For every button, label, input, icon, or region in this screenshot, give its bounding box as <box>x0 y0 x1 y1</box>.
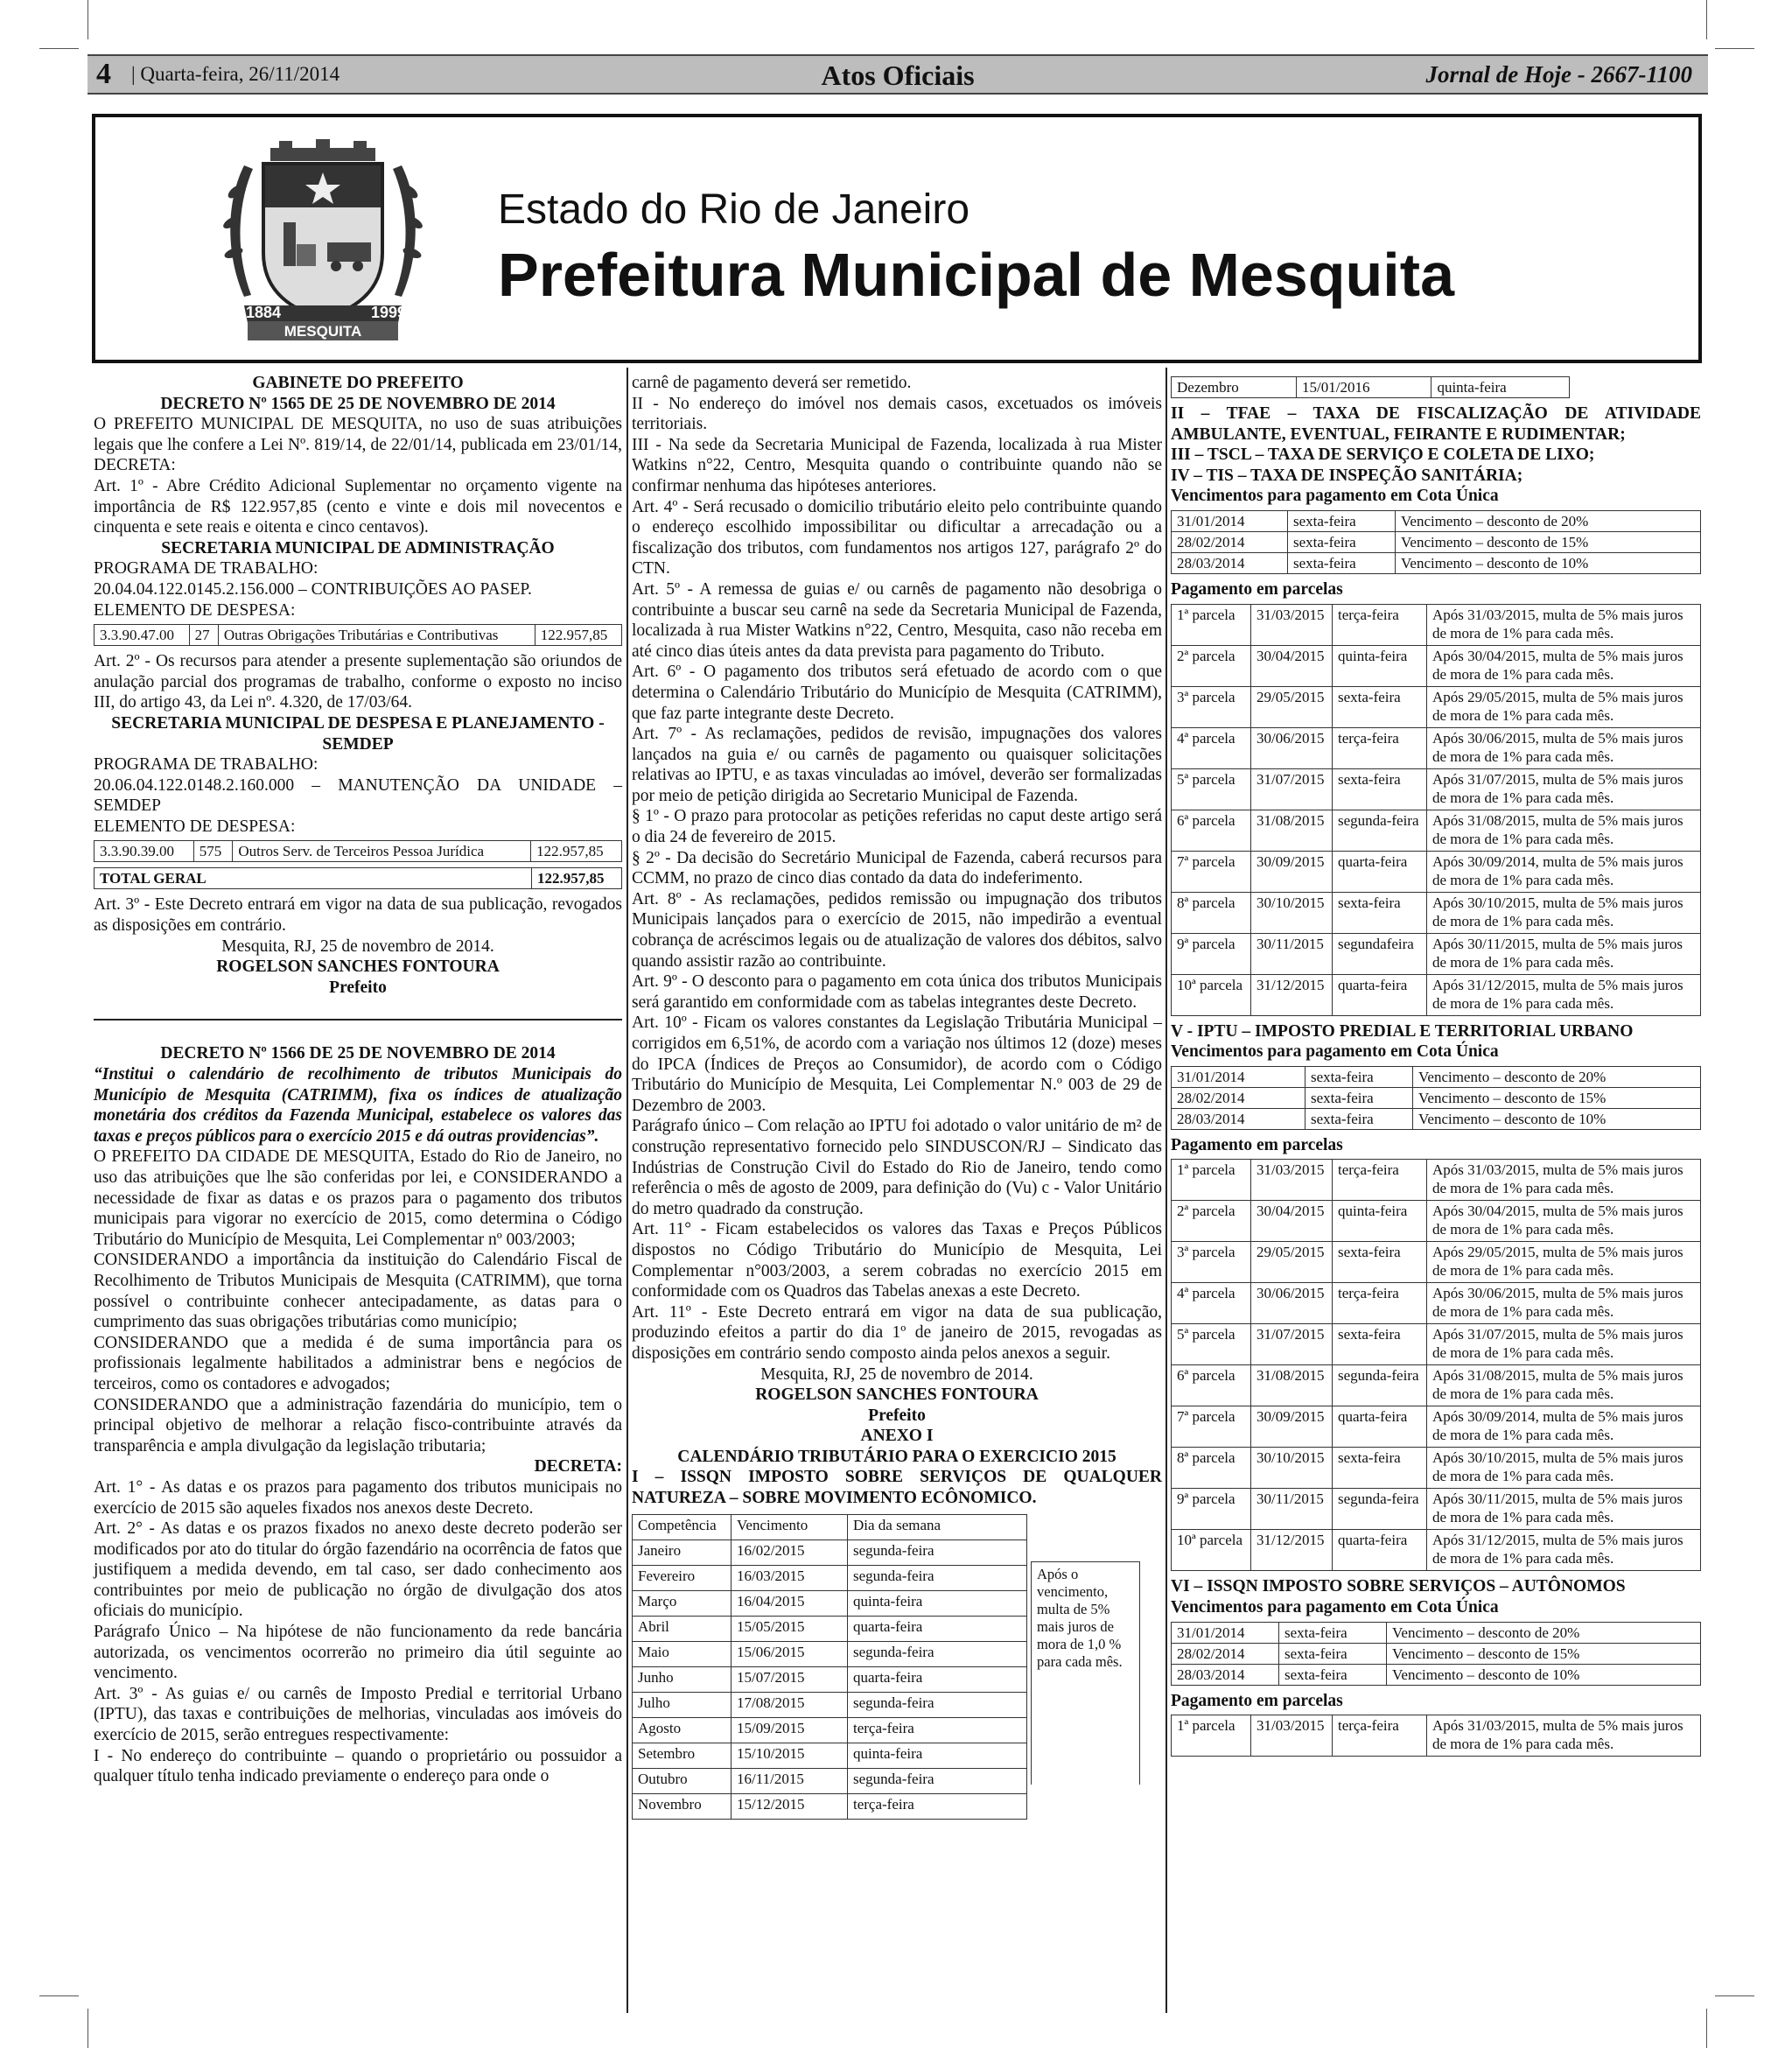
table-cell: 30/10/2015 <box>1251 1448 1333 1489</box>
column-1 <box>94 373 622 1787</box>
table-row <box>1172 1066 1701 1087</box>
table-cell: 1ª parcela <box>1172 1715 1251 1757</box>
table-row <box>1172 851 1701 892</box>
table-row <box>1172 727 1701 768</box>
table-cell: sexta-feira <box>1288 531 1396 552</box>
table-row <box>633 1641 1027 1666</box>
table-cell: Fevereiro <box>633 1565 732 1590</box>
table-cell: 9ª parcela <box>1172 1489 1251 1530</box>
table-cell: quarta-feira <box>1333 1530 1427 1571</box>
table-cell: 30/11/2015 <box>1251 933 1333 974</box>
section-heading: SECRETARIA MUNICIPAL DE DESPESA E PLANEJAMENTO - SEMDEP <box>111 713 605 754</box>
table-row <box>1172 1622 1701 1643</box>
decree-summary: “Institui o calendário de recolhimento de tributos Municipais do Município de Mesquita (CATRIMM), fixa os índices de atualização monetária dos créditos da Fazenda Municipal, estabelece os valores das taxas e preços públicos para o exercício 2015 e dá outras providencias”. <box>94 1065 622 1146</box>
paragraph: CONSIDERANDO que a administração fazendária do município, tem o principal objetivo de melhorar a relação fisco-contribuinte através da transparência e ampla divulgação da legislação tributaria; <box>94 1395 622 1455</box>
table-cell: 575 <box>193 841 233 862</box>
table-cell: segunda-feira <box>1333 1365 1427 1406</box>
table-cell: 16/02/2015 <box>732 1540 848 1565</box>
table-cell: sexta-feira <box>1279 1643 1387 1664</box>
table-cell: 30/04/2015 <box>1251 645 1333 686</box>
table-cell: terça-feira <box>1333 1715 1427 1757</box>
table-cell: Vencimento – desconto de 10% <box>1387 1664 1701 1685</box>
signature-place-date: Mesquita, RJ, 25 de novembro de 2014. <box>221 936 494 956</box>
table-cell: terça-feira <box>1333 1283 1427 1324</box>
table-cell: 122.957,85 <box>535 625 621 646</box>
table-cell: Após 30/10/2015, multa de 5% mais juros de mora de 1% para cada mês. <box>1427 1448 1701 1489</box>
table-row <box>633 1692 1027 1717</box>
table-cell: quinta-feira <box>1432 377 1570 398</box>
table-cell: Após 31/12/2015, multa de 5% mais juros de mora de 1% para cada mês. <box>1427 1530 1701 1571</box>
table-row <box>1172 1283 1701 1324</box>
signature-place-date: Mesquita, RJ, 25 de novembro de 2014. <box>760 1364 1033 1384</box>
crop-mark <box>39 48 79 49</box>
table-cell: Vencimento – desconto de 15% <box>1413 1087 1701 1108</box>
table-cell: 6ª parcela <box>1172 1365 1251 1406</box>
table-cell: Vencimento – desconto de 10% <box>1396 552 1701 573</box>
table-cell: Após 30/06/2015, multa de 5% mais juros de mora de 1% para cada mês. <box>1427 727 1701 768</box>
paragraph: ELEMENTO DE DESPESA: <box>94 817 296 836</box>
table-cell: 3.3.90.39.00 <box>94 841 194 862</box>
table-cell: sexta-feira <box>1306 1087 1413 1108</box>
table-cell: quarta-feira <box>1333 851 1427 892</box>
parcelas-table <box>1171 604 1701 1016</box>
section-title: Atos Oficiais <box>821 60 975 91</box>
table-row <box>1172 1489 1701 1530</box>
table-cell: segunda-feira <box>1333 1489 1427 1530</box>
table-cell: 31/07/2015 <box>1251 1324 1333 1365</box>
table-cell: 16/11/2015 <box>732 1768 848 1793</box>
table-row <box>1172 933 1701 974</box>
table-cell: 15/07/2015 <box>732 1666 848 1692</box>
paragraph: Parágrafo Único – Na hipótese de não funcionamento da rede bancária autorizada, os vencimentos ocorrerão no primeiro dia útil seguinte ao vencimento. <box>94 1623 622 1683</box>
table-cell: 31/12/2015 <box>1251 1530 1333 1571</box>
paragraph: Art. 7º - As reclamações, pedidos de revisão, impugnações dos valores lançados na guia e/ ou carnês de pagamento ou quaisquer solicitações relativas ao IPTU, e as taxas vinculadas ao imóvel, deverão ser formalizadas por meio de petição dirigida ao Secretario Municipal de Fazenda. <box>632 725 1162 805</box>
table-cell: 15/06/2015 <box>732 1641 848 1666</box>
paragraph: § 1º - O prazo para protocolar as petições referidas no caput deste artigo será o dia 24 de fevereiro de 2015. <box>632 807 1162 847</box>
crop-mark <box>1715 48 1754 49</box>
signature-name: ROGELSON SANCHES FONTOURA <box>755 1385 1039 1405</box>
section-heading: V - IPTU – IMPOSTO PREDIAL E TERRITORIAL URBANO <box>1171 1021 1634 1041</box>
table-cell: 17/08/2015 <box>732 1692 848 1717</box>
table-row <box>1172 1448 1701 1489</box>
paragraph: Art. 8º - As reclamações, pedidos remissão ou impugnação dos tributos Municipais lançados para o exercício de 2015, não impedirão a eventual cobrança de acréscimos legais ou de atualização de valores dos débitos, salvo quando assistir razão ao contribuinte. <box>632 889 1162 971</box>
table-cell: sexta-feira <box>1333 1324 1427 1365</box>
section-subheading: Pagamento em parcelas <box>1171 1691 1343 1710</box>
paragraph: Art. 11° - Ficam estabelecidos os valores das Taxas e Preços Públicos dispostos no Código Tributário do Município de Mesquita, Lei Complementar n°003/2003, a serem cobradas no exercício 2015 em conformidade com os Quadros das Tabelas anexas a este Decreto. <box>632 1220 1162 1301</box>
table-row <box>633 1590 1027 1616</box>
table-cell: segunda-feira <box>848 1768 1027 1793</box>
table-cell: 10ª parcela <box>1172 974 1251 1015</box>
crop-mark <box>1715 1995 1754 1996</box>
section-heading: VI – ISSQN IMPOSTO SOBRE SERVIÇOS – AUTÔNOMOS <box>1171 1577 1626 1596</box>
paragraph: O PREFEITO DA CIDADE DE MESQUITA, Estado do Rio de Janeiro, no uso das atribuições que lhe são conferidas por lei, e CONSIDERANDO a necessidade de fixar as datas e os prazos para o pagamento dos tributos municipais para vigorar no exercício de 2015, como determina o Código Tributário do Município de Mesquita, Lei Complementar nº 003/2003; <box>94 1147 622 1249</box>
table-cell: Após 31/03/2015, multa de 5% mais juros de mora de 1% para cada mês. <box>1427 1160 1701 1201</box>
section-heading: II – TFAE – TAXA DE FISCALIZAÇÃO DE ATIVIDADE AMBULANTE, EVENTUAL, FEIRANTE E RUDIMENTAR; <box>1171 404 1701 444</box>
table-row <box>633 1666 1027 1692</box>
table-cell: Outras Obrigações Tributárias e Contributivas <box>218 625 535 646</box>
table-cell: Após 30/04/2015, multa de 5% mais juros de mora de 1% para cada mês. <box>1427 1201 1701 1242</box>
table-row <box>633 1565 1027 1590</box>
table-row <box>1172 1087 1701 1108</box>
crop-mark <box>1706 0 1707 39</box>
table-row <box>1172 1108 1701 1129</box>
table-cell: 31/08/2015 <box>1251 1365 1333 1406</box>
table-cell: sexta-feira <box>1306 1108 1413 1129</box>
paragraph: 20.04.04.122.0145.2.156.000 – CONTRIBUIÇÕES AO PASEP. <box>94 579 532 599</box>
table-cell: 28/02/2014 <box>1172 1643 1279 1664</box>
table-row <box>633 1793 1027 1819</box>
table-header: Competência <box>633 1514 732 1540</box>
prefecture-banner <box>92 114 1702 363</box>
column-2 <box>632 373 1162 1820</box>
table-cell: Julho <box>633 1692 732 1717</box>
paragraph: Art. 11º - Este Decreto entrará em vigor na data de sua publicação, produzindo efeitos a partir do dia 1º de janeiro de 2015, revogadas as disposições em contrário sendo composto ainda pelos anexos a seguir. <box>632 1302 1162 1363</box>
table-cell: Após 30/04/2015, multa de 5% mais juros de mora de 1% para cada mês. <box>1427 645 1701 686</box>
prefecture-name: Prefeitura Municipal de Mesquita <box>498 241 1454 309</box>
table-row <box>1172 1160 1701 1201</box>
table-cell: sexta-feira <box>1333 1242 1427 1283</box>
table-cell: 30/10/2015 <box>1251 892 1333 933</box>
table-cell: 122.957,85 <box>531 841 622 862</box>
paragraph: III - Na sede da Secretaria Municipal de Fazenda, localizada à rua Mister Watkins n°22, Centro, Mesquita quando o contribuinte quando não se confirmar nenhuma das hipóteses anteriores. <box>632 435 1162 495</box>
table-cell: Setembro <box>633 1743 732 1768</box>
decree-title: DECRETO Nº 1566 DE 25 DE NOVEMBRO DE 2014 <box>160 1044 556 1063</box>
table-cell: 9ª parcela <box>1172 933 1251 974</box>
table-cell: 30/04/2015 <box>1251 1201 1333 1242</box>
table-cell: Após 31/08/2015, multa de 5% mais juros de mora de 1% para cada mês. <box>1427 1365 1701 1406</box>
table-cell: Após 30/09/2014, multa de 5% mais juros de mora de 1% para cada mês. <box>1427 851 1701 892</box>
table-cell: 10ª parcela <box>1172 1530 1251 1571</box>
paragraph: § 2º - Da decisão do Secretário Municipal de Fazenda, caberá recursos para CCMM, no prazo de cinco dias contado da data do indeferimento. <box>632 848 1162 888</box>
paragraph: I - No endereço do contribuinte – quando o proprietário ou possuidor a qualquer título tenha indicado previamente o endereço para onde o <box>94 1746 622 1786</box>
paragraph: CONSIDERANDO que a medida é de suma importância para os profissionais legalmente habilitados a administrar bens e negócios de terceiros, como os contadores e advogados; <box>94 1333 622 1393</box>
table-cell: Vencimento – desconto de 15% <box>1396 531 1701 552</box>
calendar-title: CALENDÁRIO TRIBUTÁRIO PARA O EXERCICIO 2015 <box>677 1447 1116 1466</box>
total-table <box>94 867 622 889</box>
table-cell: Vencimento – desconto de 20% <box>1396 510 1701 531</box>
table-row <box>1172 1530 1701 1571</box>
table-cell: quinta-feira <box>1333 1201 1427 1242</box>
paragraph: Art. 9º - O desconto para o pagamento em cota única dos tributos Municipais será garantido em conformidade com as tabelas integrantes deste Decreto. <box>632 972 1162 1012</box>
section-subheading: Pagamento em parcelas <box>1171 1135 1343 1154</box>
section-subheading: Vencimentos para pagamento em Cota Única <box>1171 1042 1499 1062</box>
table-cell: quarta-feira <box>848 1666 1027 1692</box>
expense-table <box>94 840 622 862</box>
table-cell: 3.3.90.47.00 <box>94 625 190 646</box>
table-cell: terça-feira <box>848 1717 1027 1743</box>
table-row <box>1172 1324 1701 1365</box>
table-row <box>1172 1406 1701 1448</box>
table-cell: 122.957,85 <box>532 868 622 889</box>
table-cell: Após 30/11/2015, multa de 5% mais juros de mora de 1% para cada mês. <box>1427 1489 1701 1530</box>
table-cell: 30/06/2015 <box>1251 1283 1333 1324</box>
table-cell: quinta-feira <box>1333 645 1427 686</box>
decree-title: DECRETO Nº 1565 DE 25 DE NOVEMBRO DE 2014 <box>160 394 556 413</box>
table-cell: segunda-feira <box>1333 810 1427 851</box>
table-cell: 29/05/2015 <box>1251 686 1333 727</box>
paragraph: Art. 3º - Este Decreto entrará em vigor na data de sua publicação, revogados as disposições em contrário. <box>94 895 622 936</box>
table-cell: 1ª parcela <box>1172 604 1251 645</box>
paragraph: Parágrafo único – Com relação ao IPTU foi adotado o valor unitário de m² de construção representativo fornecido pelo SINDUSCON/RJ – Sindicato das Indústrias de Construção Civil do Estado do Rio de Janeiro, tendo como referência o mês de agosto de 2009, para definição do (Vu) c - Valor Unitário do metro quadrado da construção. <box>632 1117 1162 1218</box>
cota-unica-table <box>1171 510 1701 574</box>
table-row <box>633 1743 1027 1768</box>
paper-name: Jornal de Hoje - 2667-1100 <box>1425 61 1692 88</box>
table-row <box>1172 1201 1701 1242</box>
table-cell: segunda-feira <box>848 1565 1027 1590</box>
calendar-block <box>632 1514 1162 1820</box>
table-cell: 31/01/2014 <box>1172 510 1288 531</box>
parcelas-table <box>1171 1715 1701 1757</box>
table-cell: 5ª parcela <box>1172 1324 1251 1365</box>
table-cell: Após 31/03/2015, multa de 5% mais juros de mora de 1% para cada mês. <box>1427 604 1701 645</box>
table-cell: segunda-feira <box>848 1641 1027 1666</box>
crop-mark <box>39 1995 79 1996</box>
column-3 <box>1171 376 1701 1762</box>
paragraph: Art. 2° - As datas e os prazos fixados no anexo deste decreto poderão ser modificados por ato do titular do órgão fazendário na ocorrência de fatos que justifiquem a medida devendo, em tal caso, ser dado conhecimento aos contribuintes por meio de publicação no órgão de divulgação dos atos oficiais do município. <box>94 1519 622 1621</box>
table-cell: sexta-feira <box>1306 1066 1413 1087</box>
table-cell: Após 31/07/2015, multa de 5% mais juros de mora de 1% para cada mês. <box>1427 1324 1701 1365</box>
table-row <box>1172 1643 1701 1664</box>
table-cell: Após 29/05/2015, multa de 5% mais juros de mora de 1% para cada mês. <box>1427 686 1701 727</box>
december-row <box>1171 376 1570 398</box>
table-cell: 15/05/2015 <box>732 1616 848 1641</box>
svg-text:MESQUITA: MESQUITA <box>284 323 362 340</box>
table-cell: 29/05/2015 <box>1251 1242 1333 1283</box>
table-row <box>1172 810 1701 851</box>
table-cell: 30/06/2015 <box>1251 727 1333 768</box>
table-cell: 28/02/2014 <box>1172 1087 1306 1108</box>
table-row <box>1172 552 1701 573</box>
table-cell: Após 30/11/2015, multa de 5% mais juros de mora de 1% para cada mês. <box>1427 933 1701 974</box>
table-cell: TOTAL GERAL <box>94 868 532 889</box>
table-row <box>633 1717 1027 1743</box>
table-cell: 30/09/2015 <box>1251 1406 1333 1448</box>
column-rule <box>1166 368 1167 2013</box>
table-cell: 5ª parcela <box>1172 768 1251 810</box>
table-row <box>1172 1715 1701 1757</box>
table-cell: Após 30/06/2015, multa de 5% mais juros de mora de 1% para cada mês. <box>1427 1283 1701 1324</box>
table-cell: Vencimento – desconto de 20% <box>1413 1066 1701 1087</box>
crop-mark <box>1706 2009 1707 2048</box>
signature-role: Prefeito <box>329 978 387 997</box>
annex-title: ANEXO I <box>860 1427 934 1446</box>
table-cell: quarta-feira <box>848 1616 1027 1641</box>
table-row <box>1172 686 1701 727</box>
table-cell: Após 31/03/2015, multa de 5% mais juros de mora de 1% para cada mês. <box>1427 1715 1701 1757</box>
paragraph: Art. 1º - Abre Crédito Adicional Suplementar no orçamento vigente na importância de R$ 122.957,85 (cento e vinte e dois mil novecentos e cinquenta e sete reais e oitenta e cinco centavos). <box>94 476 622 537</box>
table-cell: 2ª parcela <box>1172 645 1251 686</box>
table-cell: Dezembro <box>1172 377 1297 398</box>
table-row <box>1172 892 1701 933</box>
issue-date: | Quarta-feira, 26/11/2014 <box>131 63 340 85</box>
paragraph: Art. 4º - Será recusado o domicilio tributário eleito pelo contribuinte quando o endereço escolhido impossibilitar ou dificultar a arrecadação ou a fiscalização dos tributos, com fundamentos nos artigos 127, parágrafo 2º do CTN. <box>632 497 1162 579</box>
table-row <box>633 1768 1027 1793</box>
table-cell: Após 30/10/2015, multa de 5% mais juros de mora de 1% para cada mês. <box>1427 892 1701 933</box>
table-header: Vencimento <box>732 1514 848 1540</box>
table-cell: Abril <box>633 1616 732 1641</box>
table-cell: 7ª parcela <box>1172 1406 1251 1448</box>
signature-name: ROGELSON SANCHES FONTOURA <box>216 957 500 977</box>
table-row <box>1172 604 1701 645</box>
paragraph: Art. 1° - As datas e os prazos para pagamento dos tributos municipais no exercício de 2015 são aqueles fixados nos anexos deste Decreto. <box>94 1477 622 1518</box>
table-cell: 31/03/2015 <box>1251 1160 1333 1201</box>
svg-text:1884: 1884 <box>246 304 282 321</box>
table-cell: 3ª parcela <box>1172 686 1251 727</box>
table-cell: Vencimento – desconto de 10% <box>1413 1108 1701 1129</box>
table-cell: Outros Serv. de Terceiros Pessoa Jurídica <box>233 841 531 862</box>
table-cell: Após 31/07/2015, multa de 5% mais juros de mora de 1% para cada mês. <box>1427 768 1701 810</box>
table-row <box>1172 1664 1701 1685</box>
paragraph: PROGRAMA DE TRABALHO: <box>94 755 318 775</box>
section-heading: SECRETARIA MUNICIPAL DE ADMINISTRAÇÃO <box>161 538 555 558</box>
table-cell: Vencimento – desconto de 15% <box>1387 1643 1701 1664</box>
parcelas-table <box>1171 1159 1701 1571</box>
table-row <box>633 1540 1027 1565</box>
table-row <box>1172 1365 1701 1406</box>
table-cell: sexta-feira <box>1279 1664 1387 1685</box>
table-cell: 31/03/2015 <box>1251 604 1333 645</box>
table-cell: Agosto <box>633 1717 732 1743</box>
paragraph: II - No endereço do imóvel nos demais casos, excetuados os imóveis territoriais. <box>632 394 1162 434</box>
table-cell: 31/01/2014 <box>1172 1622 1279 1643</box>
table-cell: 31/07/2015 <box>1251 768 1333 810</box>
table-cell: terça-feira <box>1333 1160 1427 1201</box>
table-cell: 1ª parcela <box>1172 1160 1251 1201</box>
state-name: Estado do Rio de Janeiro <box>498 186 970 233</box>
column-rule <box>626 368 628 2013</box>
table-cell: 15/01/2016 <box>1297 377 1432 398</box>
paragraph: Art. 5º - A remessa de guias e/ ou carnês de pagamento não desobriga o contribuinte a buscar seu carnê na sede da Secretaria Municipal de Fazenda, localizada à rua Mister Watkins n°22, Centro, Mesquita, caso não receba em até cinco dias úteis antes da data prevista para pagamento do Tributo. <box>632 579 1162 661</box>
section-heading: GABINETE DO PREFEITO <box>252 374 464 392</box>
table-cell: 6ª parcela <box>1172 810 1251 851</box>
paragraph: Art. 10º - Ficam os valores constantes da Legislação Tributária Municipal – corrigidos em 6,51%, de acordo com a variação nos últimos 12 (doze) meses do IPCA (Índices de Preços ao Consumidor), de acordo com o Código Tributário do Município de Mesquita, Lei Complementar N.º 003 de 29 de Dezembro de 2003. <box>632 1013 1162 1115</box>
table-cell: 31/08/2015 <box>1251 810 1333 851</box>
table-row <box>633 1616 1027 1641</box>
table-cell: Junho <box>633 1666 732 1692</box>
table-cell: 30/09/2015 <box>1251 851 1333 892</box>
table-row <box>1172 510 1701 531</box>
table-cell: sexta-feira <box>1288 552 1396 573</box>
table-cell: Outubro <box>633 1768 732 1793</box>
divider <box>94 1019 622 1020</box>
table-cell: 31/03/2015 <box>1251 1715 1333 1757</box>
decreta-label: DECRETA: <box>534 1457 622 1476</box>
table-cell: Março <box>633 1590 732 1616</box>
table-cell: 30/11/2015 <box>1251 1489 1333 1530</box>
table-cell: segunda-feira <box>848 1540 1027 1565</box>
table-cell: 16/03/2015 <box>732 1565 848 1590</box>
table-cell: Após 30/09/2014, multa de 5% mais juros de mora de 1% para cada mês. <box>1427 1406 1701 1448</box>
table-cell: 3ª parcela <box>1172 1242 1251 1283</box>
table-cell: sexta-feira <box>1333 892 1427 933</box>
cota-unica-table <box>1171 1066 1701 1130</box>
table-cell: quarta-feira <box>1333 1406 1427 1448</box>
paragraph: carnê de pagamento deverá ser remetido. <box>632 374 912 392</box>
paragraph: 20.06.04.122.0148.2.160.000 – MANUTENÇÃO DA UNIDADE – SEMDEP <box>94 775 622 816</box>
late-payment-note: Após o vencimento, multa de 5% mais juros de mora de 1,0 % para cada mês. <box>1031 1561 1140 1785</box>
table-row <box>1172 974 1701 1015</box>
table-cell: 28/03/2014 <box>1172 1108 1306 1129</box>
table-cell: Após 29/05/2015, multa de 5% mais juros de mora de 1% para cada mês. <box>1427 1242 1701 1283</box>
table-header: Dia da semana <box>848 1514 1027 1540</box>
table-cell: terça-feira <box>1333 604 1427 645</box>
paragraph: ELEMENTO DE DESPESA: <box>94 600 296 620</box>
table-cell: Após 31/08/2015, multa de 5% mais juros de mora de 1% para cada mês. <box>1427 810 1701 851</box>
table-cell: 27 <box>189 625 218 646</box>
table-cell: sexta-feira <box>1333 686 1427 727</box>
table-cell: 4ª parcela <box>1172 1283 1251 1324</box>
paragraph: Art. 6º - O pagamento dos tributos será efetuado de acordo com o que determina o Calendário Tributário do Município de Mesquita (CATRIMM), que faz parte integrante deste Decreto. <box>632 663 1162 723</box>
table-cell: terça-feira <box>1333 727 1427 768</box>
table-cell: sexta-feira <box>1333 1448 1427 1489</box>
table-cell: Janeiro <box>633 1540 732 1565</box>
table-cell: 28/03/2014 <box>1172 552 1288 573</box>
signature-role: Prefeito <box>868 1406 926 1425</box>
table-cell: 8ª parcela <box>1172 892 1251 933</box>
table-cell: 31/01/2014 <box>1172 1066 1306 1087</box>
page-number: 4 <box>96 58 111 90</box>
table-row <box>1172 768 1701 810</box>
coat-of-arms-icon <box>209 139 437 354</box>
expense-table <box>94 624 622 646</box>
page-header <box>88 54 1708 95</box>
table-cell: 28/03/2014 <box>1172 1664 1279 1685</box>
table-cell: sexta-feira <box>1333 768 1427 810</box>
table-cell: quinta-feira <box>848 1590 1027 1616</box>
table-cell: quarta-feira <box>1333 974 1427 1015</box>
table-cell: 8ª parcela <box>1172 1448 1251 1489</box>
table-cell: quinta-feira <box>848 1743 1027 1768</box>
table-cell: Novembro <box>633 1793 732 1819</box>
table-cell: 15/10/2015 <box>732 1743 848 1768</box>
paragraph: O PREFEITO MUNICIPAL DE MESQUITA, no uso de suas atribuições legais que lhe confere a Lei Nº. 819/14, de 22/01/14, publicada em 23/01/14, DECRETA: <box>94 415 622 475</box>
table-cell: Após 31/12/2015, multa de 5% mais juros de mora de 1% para cada mês. <box>1427 974 1701 1015</box>
table-cell: 15/12/2015 <box>732 1793 848 1819</box>
table-cell: 7ª parcela <box>1172 851 1251 892</box>
table-cell: 31/12/2015 <box>1251 974 1333 1015</box>
paragraph: Art. 2º - Os recursos para atender a presente suplementação são oriundos de anulação parcial dos programas de trabalho, conforme o exposto no inciso III, do artigo 43, da Lei nº. 4.320, de 17/03/64. <box>94 652 622 712</box>
table-cell: sexta-feira <box>1288 510 1396 531</box>
table-cell: 4ª parcela <box>1172 727 1251 768</box>
table-row <box>1172 531 1701 552</box>
cota-unica-table <box>1171 1622 1701 1686</box>
section-heading: IV – TIS – TAXA DE INSPEÇÃO SANITÁRIA; <box>1171 466 1523 485</box>
table-cell: 15/09/2015 <box>732 1717 848 1743</box>
svg-text:1999: 1999 <box>371 304 407 321</box>
table-cell: 28/02/2014 <box>1172 531 1288 552</box>
table-row <box>1172 1242 1701 1283</box>
section-subheading: Vencimentos para pagamento em Cota Única <box>1171 487 1499 506</box>
section-heading: I – ISSQN IMPOSTO SOBRE SERVIÇOS DE QUALQUER NATUREZA – SOBRE MOVIMENTO ECÔNOMICO. <box>632 1468 1162 1508</box>
section-heading: III – TSCL – TAXA DE SERVIÇO E COLETA DE LIXO; <box>1171 445 1595 465</box>
issqn-calendar-table <box>632 1514 1027 1820</box>
table-cell: Vencimento – desconto de 20% <box>1387 1622 1701 1643</box>
paragraph: Art. 3º - As guias e/ ou carnês de Imposto Predial e territorial Urbano (IPTU), das taxas e contribuições de melhorias, vinculadas aos imóveis do exercício de 2015, serão entregues respectivamente: <box>94 1684 622 1745</box>
table-cell: Maio <box>633 1641 732 1666</box>
paragraph: CONSIDERANDO a importância da instituição do Calendário Fiscal de Recolhimento de Tributos Municipais de Mesquita (CATRIMM), que torna possível o contribuinte conhecer antecipadamente, as datas para o cumprimento das suas obrigações tributárias como município; <box>94 1251 622 1332</box>
table-cell: 16/04/2015 <box>732 1590 848 1616</box>
section-subheading: Pagamento em parcelas <box>1171 579 1343 599</box>
table-cell: segundafeira <box>1333 933 1427 974</box>
table-cell: sexta-feira <box>1279 1622 1387 1643</box>
table-cell: terça-feira <box>848 1793 1027 1819</box>
table-cell: segunda-feira <box>848 1692 1027 1717</box>
table-row <box>1172 645 1701 686</box>
section-subheading: Vencimentos para pagamento em Cota Única <box>1171 1597 1499 1617</box>
table-cell: 2ª parcela <box>1172 1201 1251 1242</box>
paragraph: PROGRAMA DE TRABALHO: <box>94 559 318 579</box>
